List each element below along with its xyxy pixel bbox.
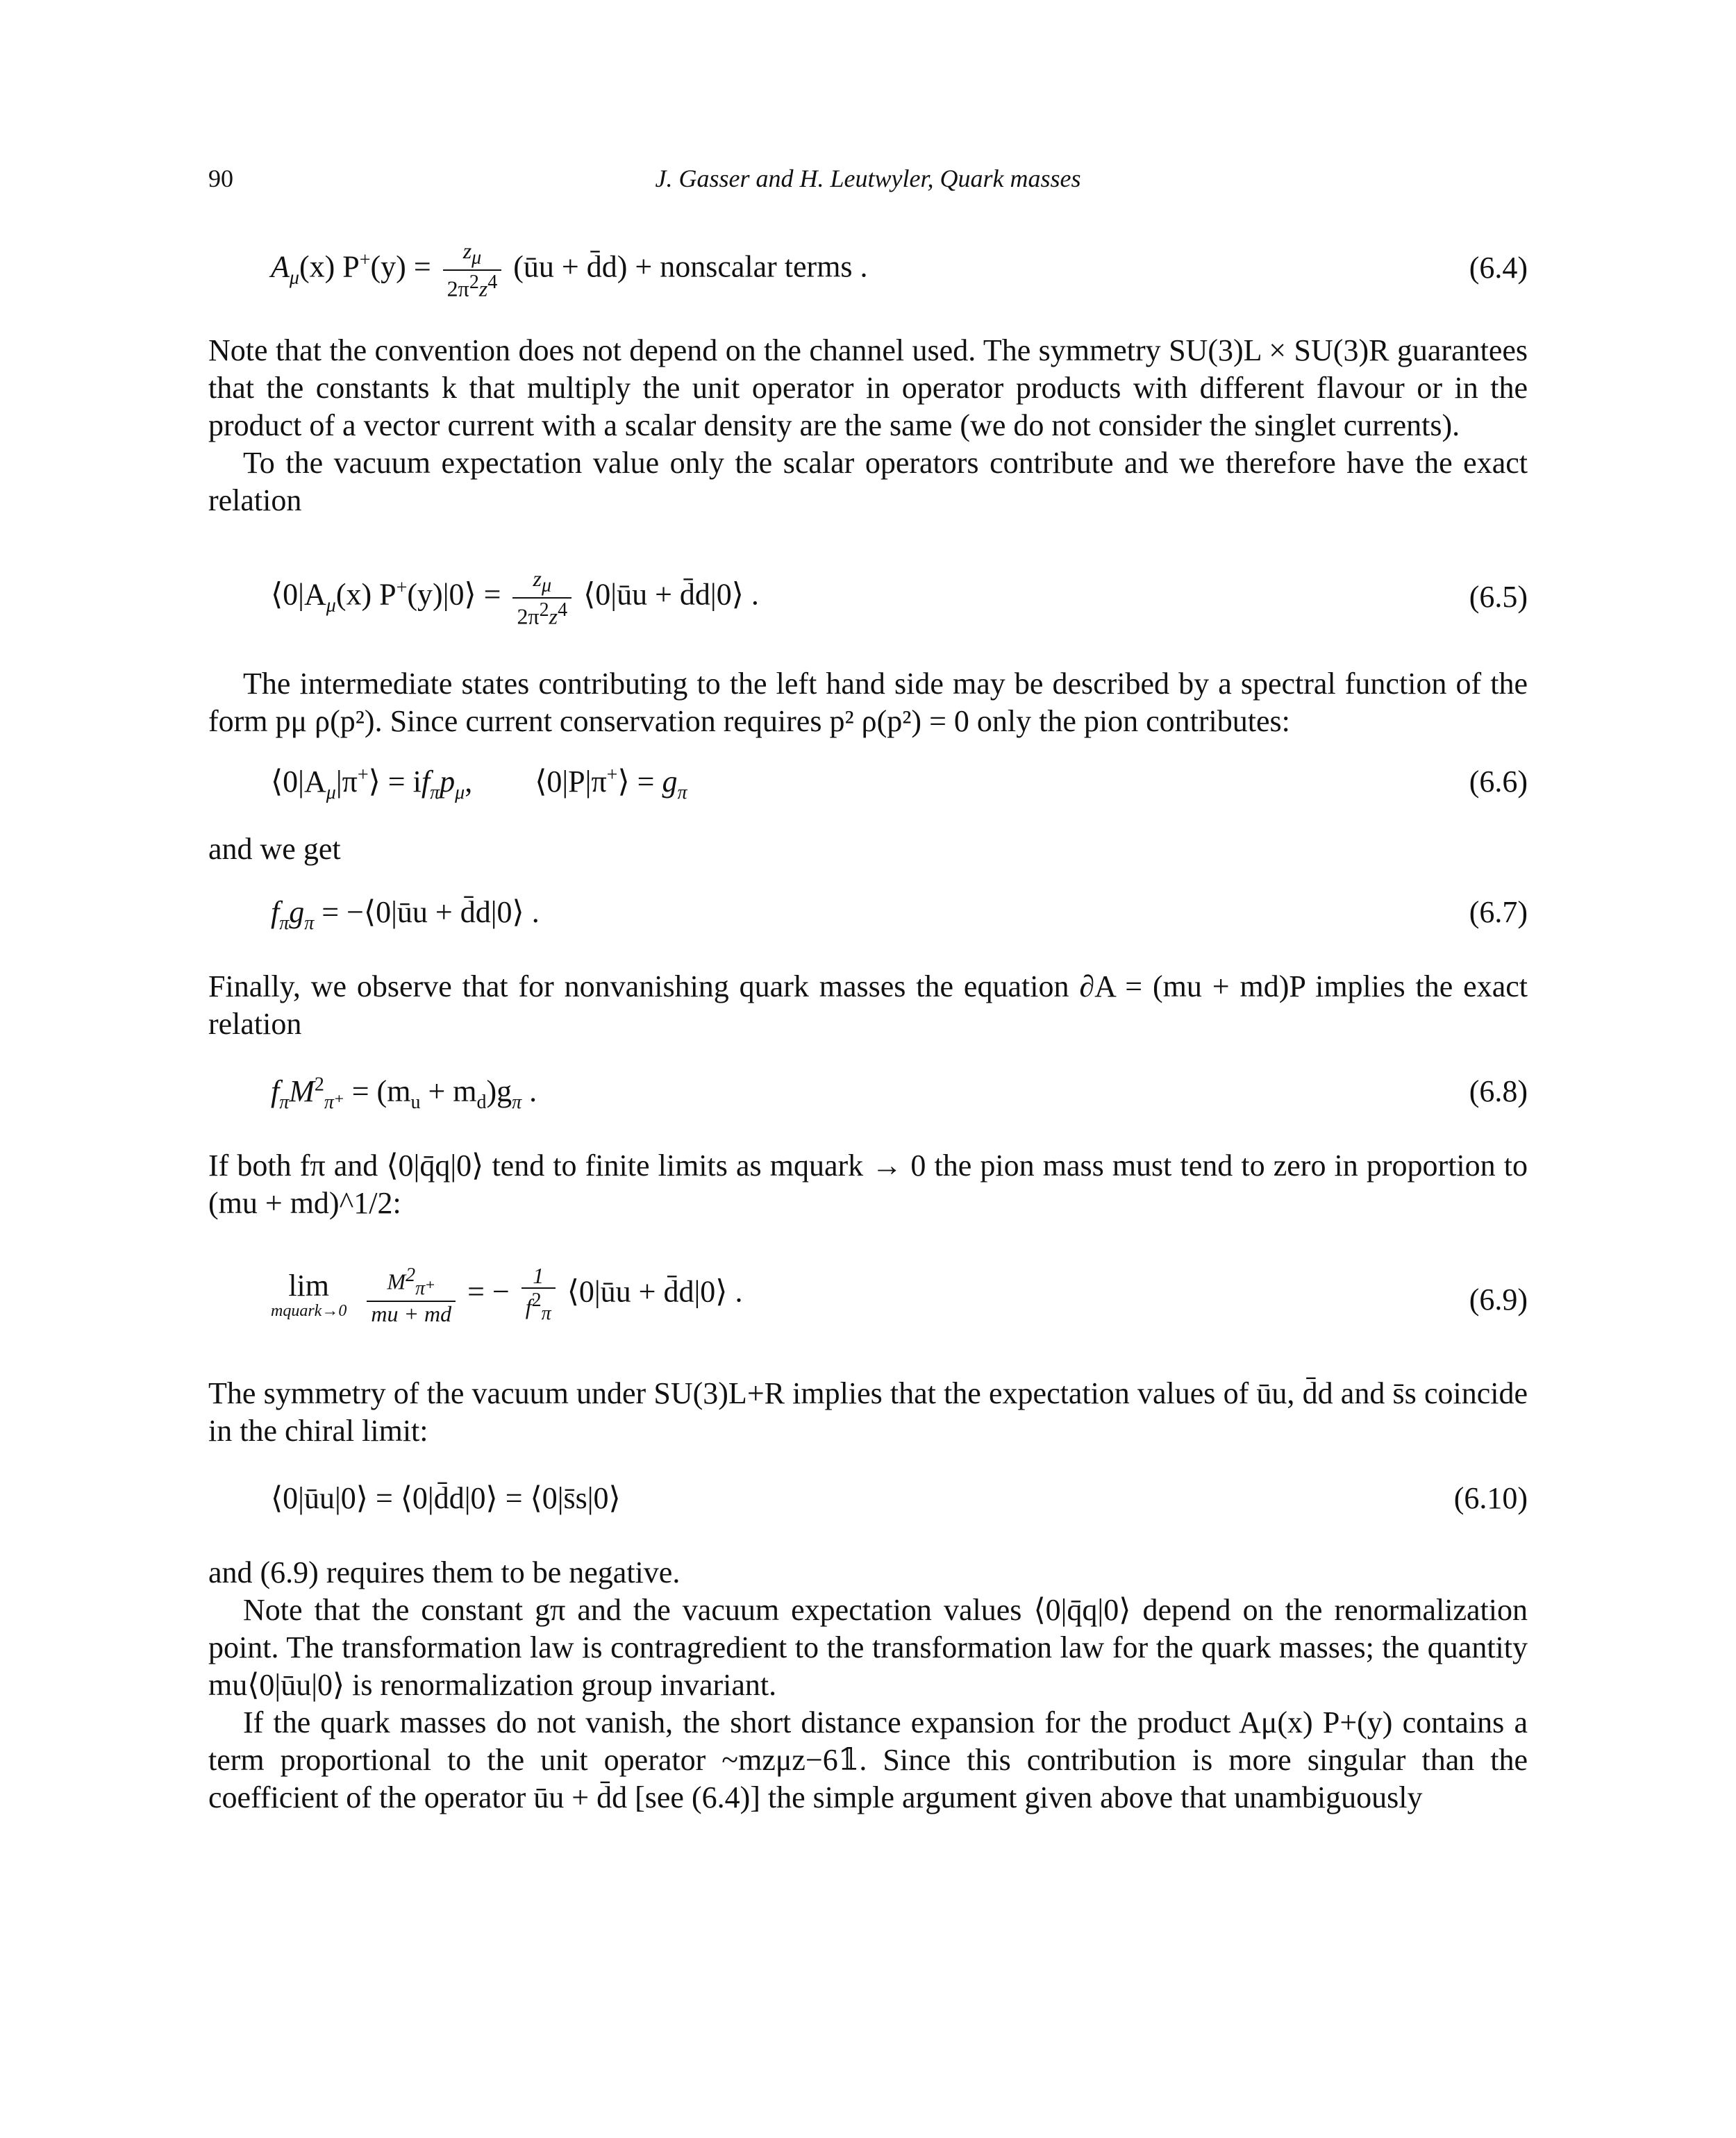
page-header — [0, 164, 1736, 206]
equation-number: (6.7) — [1469, 895, 1528, 929]
equation-6-7-body: $f_\pi g_\pi$ = −⟨0|ūu + d̄d|0⟩ . — [271, 895, 540, 934]
equation-6-10-body: ⟨0|ūu|0⟩ = ⟨0|d̄d|0⟩ = ⟨0|s̄s|0⟩ — [271, 1481, 621, 1515]
equation-6-6-body: $⟨0|A_\mu|\pi^+⟩ = if_\pi p_\mu$, ⟨0|P|π+⟩ = $g_\pi$ — [271, 764, 687, 803]
paragraph-negative: and (6.9) requires them to be negative. — [208, 1555, 681, 1589]
running-title: J. Gasser and H. Leutwyler, Quark masses — [655, 165, 1081, 192]
equation-6-8-body: $f_\pi M^2_{\pi^+} = (m_u + m_d)g_\pi$ . — [271, 1074, 537, 1113]
paragraph-short-distance: If the quark masses do not vanish, the short distance expansion for the product Aμ(x) P+(y) contains a term proportional to the unit operator ~mzμz−6𝟙. Since this contribution is more singular than the coefficient of the operator ūu + d̄d [see (6.4)] the simple argument given above that unambiguously — [208, 1705, 1528, 1814]
equation-number: (6.9) — [1469, 1283, 1528, 1317]
paragraph-finite-limits: If both fπ and ⟨0|q̄q|0⟩ tend to finite limits as mquark → 0 the pion mass must tend to zero in proportion to (mu + md)^1/2: — [208, 1149, 1528, 1220]
paragraph-nonvanishing-masses: Finally, we observe that for nonvanishing quark masses the equation ∂A = (mu + md)P implies the exact relation — [208, 969, 1528, 1041]
equation-number: (6.8) — [1469, 1074, 1528, 1108]
equation-number: (6.4) — [1469, 251, 1528, 285]
paragraph-intermediate-states: The intermediate states contributing to the left hand side may be described by a spectral function of the form pμ ρ(p²). Since current conservation requires p² ρ(p²) = 0 only the pion contributes: — [208, 667, 1528, 738]
equation-6-4 — [208, 229, 1528, 311]
equation-number: (6.6) — [1469, 765, 1528, 799]
equation-number: (6.10) — [1453, 1481, 1528, 1515]
page-content — [208, 229, 1528, 1817]
equation-6-5-body: $⟨0|A_\mu(x)$ P+(y)|0⟩ = $\frac{z\mu}{2\pi 2z4}$ ⟨0|ūu + d̄d|0⟩ . — [271, 566, 759, 630]
equation-6-10 — [208, 1464, 1528, 1547]
equation-6-4-fraction: $\frac{z\mu}{2\pi 2z4}$ — [443, 239, 502, 301]
equation-6-6 — [208, 747, 1528, 824]
equation-6-9-fraction: $\frac{M2\pi^+}{mu + md}$ — [367, 1264, 456, 1326]
page-number: 90 — [208, 165, 233, 192]
limit-operator: lim mquark→0 — [271, 1268, 347, 1320]
equation-6-5-fraction: $\frac{z\mu}{2\pi 2z4}$ — [512, 567, 571, 628]
equation-6-9-fraction-2: $\frac{1}{f2\pi}$ — [521, 1264, 556, 1326]
paragraph-vacuum-symmetry: The symmetry of the vacuum under SU(3)L+R implies that the expectation values of ūu, d̄d and s̄s coincide in the chiral limit: — [208, 1376, 1528, 1448]
paragraph-convention: Note that the convention does not depend on the channel used. The symmetry SU(3)L × SU(3)R guarantees that the constants k that multiply the unit operator in operator products with different flavour or in the product of a vector current with a scalar density are the same (we do not consider the singlet currents). — [208, 333, 1528, 442]
paragraph-and-we-get: and we get — [208, 832, 341, 866]
equation-6-8 — [208, 1057, 1528, 1140]
equation-6-7 — [208, 878, 1528, 954]
equation-6-9 — [208, 1243, 1528, 1361]
equation-6-4-body: $A_\mu(x) P^+(y)$ = $\frac{z\mu}{2\pi 2z4}$ (ūu + d̄d) + nonscalar terms . — [271, 238, 868, 302]
paragraph-vacuum-expectation: To the vacuum expectation value only the scalar operators contribute and we therefore have the exact relation — [208, 446, 1528, 517]
equation-number: (6.5) — [1469, 580, 1528, 614]
paragraph-renormalization: Note that the constant gπ and the vacuum expectation values ⟨0|q̄q|0⟩ depend on the renormalization point. The transformation law is contragredient to the transformation law for the quark masses; the quantity mu⟨0|ūu|0⟩ is renormalization group invariant. — [208, 1593, 1528, 1702]
equation-6-9-body: lim mquark→0 $\frac{M2\pi^+}{mu + md}$ = − $\frac{1}{f2\pi}$ ⟨0|ūu + d̄d|0⟩ . — [271, 1263, 743, 1327]
equation-6-5 — [208, 540, 1528, 644]
